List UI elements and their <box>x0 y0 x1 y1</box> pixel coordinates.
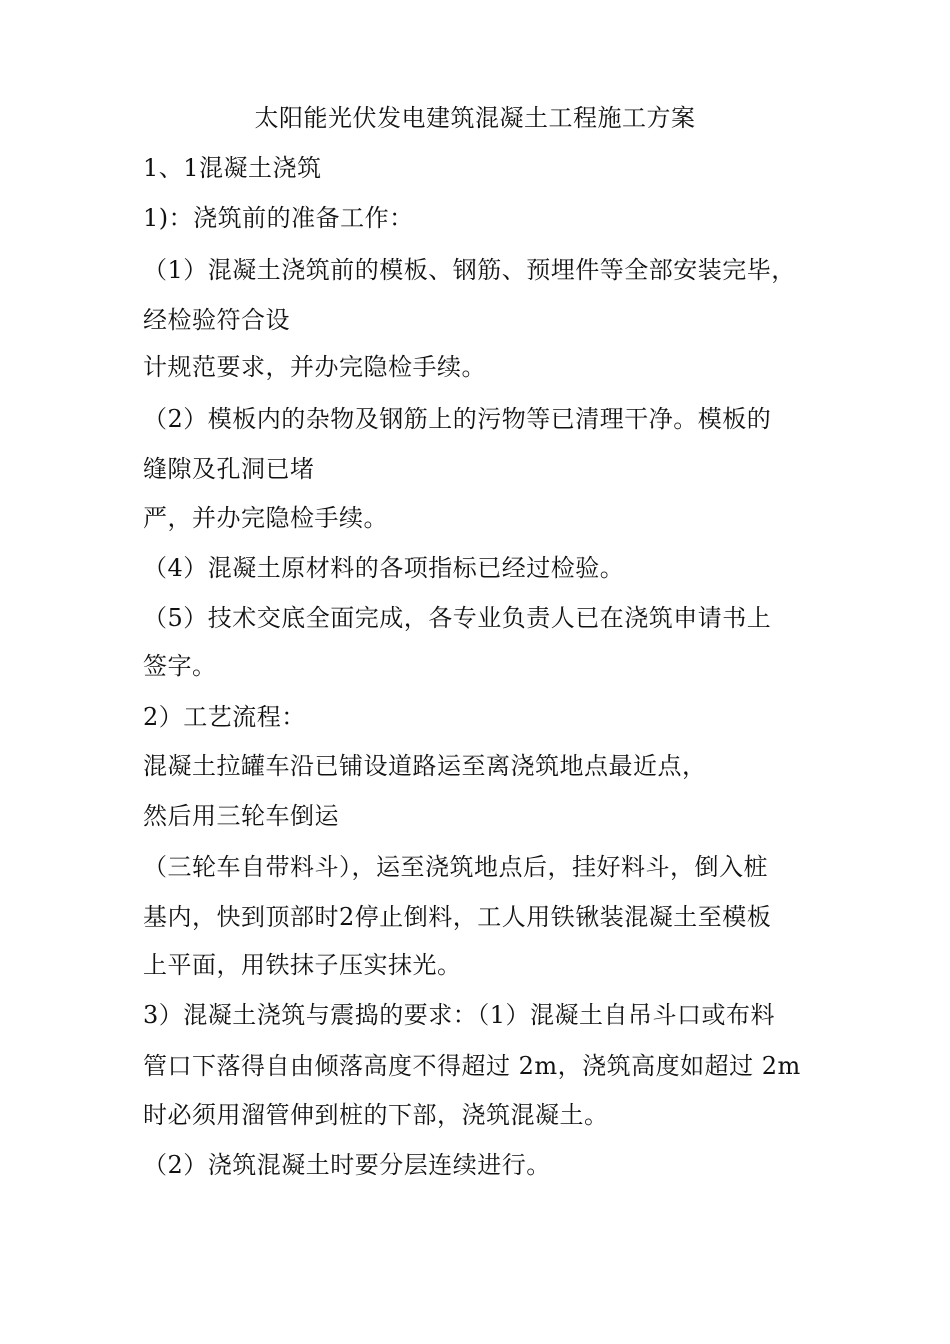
text-line: 基内，快到顶部时2停止倒料，工人用铁锹装混凝土至模板 <box>143 903 772 931</box>
text-line: 上平面，用铁抹子压实抹光。 <box>143 951 462 979</box>
text-line: （4）混凝土原材料的各项指标已经过检验。 <box>143 554 625 582</box>
text-line: 经检验符合设 <box>143 306 290 334</box>
document-title: 太阳能光伏发电建筑混凝土工程施工方案 <box>254 104 696 132</box>
text-line: 1、1混凝土浇筑 <box>143 154 322 182</box>
text-line: （2）模板内的杂物及钢筋上的污物等已清理干净。模板的 <box>143 405 772 433</box>
text-line: （三轮车自带料斗），运至浇筑地点后，挂好料斗，倒入桩 <box>143 853 768 881</box>
text-line: 3）混凝土浇筑与震捣的要求：（1）混凝土自吊斗口或布料 <box>143 1001 776 1029</box>
text-line: 2）工艺流程： <box>143 703 306 731</box>
text-line: 混凝土拉罐车沿已铺设道路运至离浇筑地点最近点， <box>143 752 707 780</box>
text-line: 然后用三轮车倒运 <box>143 802 339 830</box>
text-line: （2）浇筑混凝土时要分层连续进行。 <box>143 1151 551 1179</box>
text-line: 严，并办完隐检手续。 <box>143 504 388 532</box>
text-line: 签字。 <box>143 652 217 680</box>
text-line: 管口下落得自由倾落高度不得超过 2m，浇筑高度如超过 2m <box>143 1052 801 1080</box>
text-line: 计规范要求，并办完隐检手续。 <box>143 353 486 381</box>
text-line: （1）混凝土浇筑前的模板、钢筋、预埋件等全部安装完毕， <box>143 256 796 284</box>
text-line: 时必须用溜管伸到桩的下部，浇筑混凝土。 <box>143 1101 609 1129</box>
text-line: 1)：浇筑前的准备工作： <box>143 204 414 232</box>
text-line: （5）技术交底全面完成，各专业负责人已在浇筑申请书上 <box>143 604 772 632</box>
text-line: 缝隙及孔洞已堵 <box>143 455 315 483</box>
